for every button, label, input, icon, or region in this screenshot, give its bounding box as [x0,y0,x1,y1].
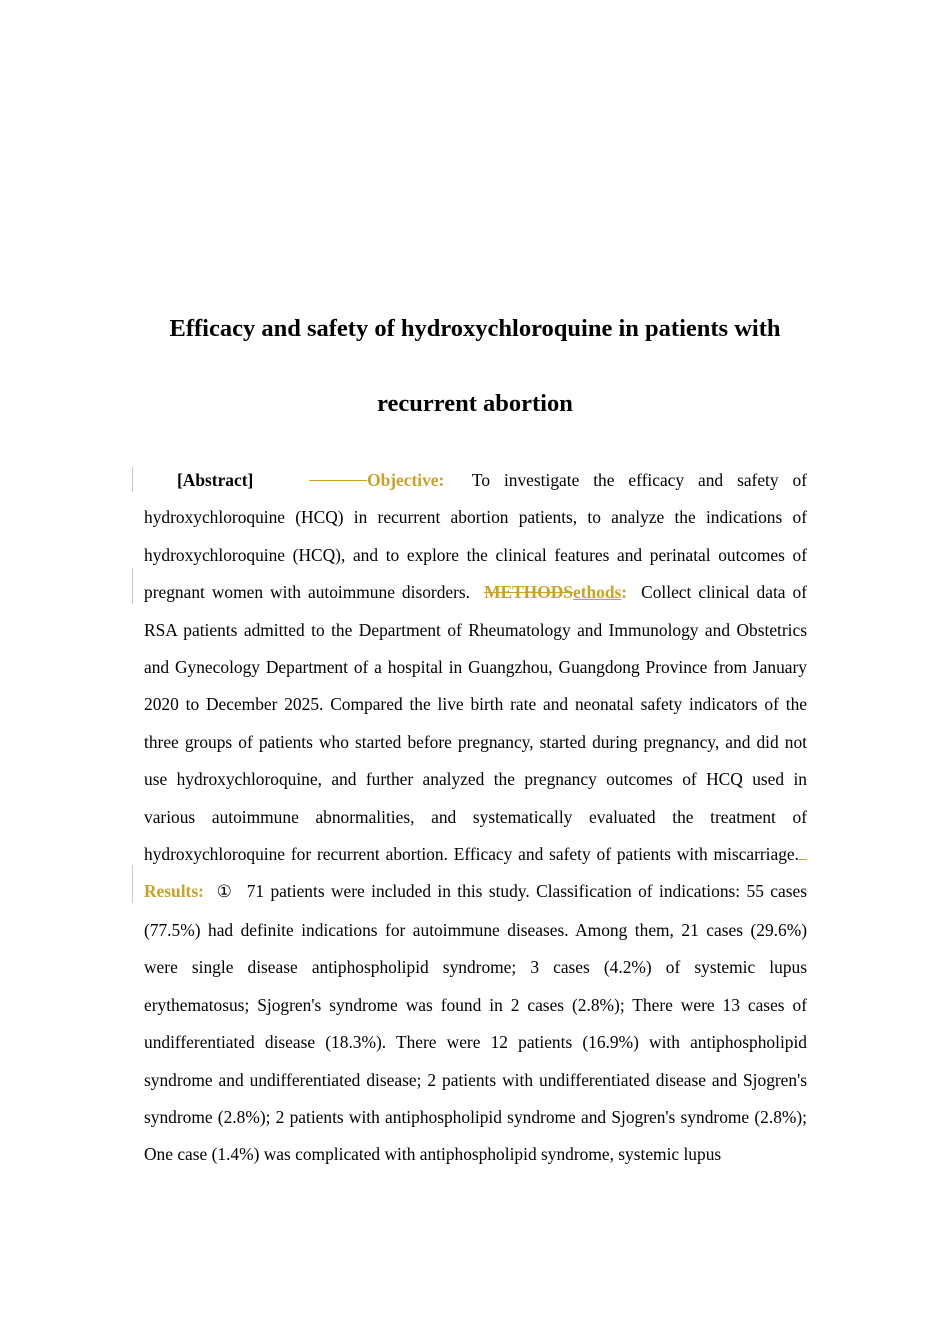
objective-label: Objective: [367,470,445,490]
results-label: Results: [144,881,204,902]
methods-text: Collect clinical data of RSA patients admitted to the Department of Rheumatology and Immunology and Obstetrics and Gynecology Department of a hospital in Guangzhou, Guangdong Province from January 2020 to December 2025. Compared the live birth rate and neonatal safety indicators of the three groups of patients who started before pregnancy, started during pregnancy, and did not use hydroxychloroquine, and further analyzed the pregnancy outcomes of HCQ used in various autoimmune abnormalities, and systematically evaluated the treatment of hydroxychloroquine for recurrent abortion. Efficacy and safety of patients with miscarriage. [144,582,808,865]
change-bar [132,865,133,903]
objective-text: To investigate the efficacy and safety of hydroxychloroquine (HCQ) in recurrent abortion patients, to analyze the indications of hydroxychloroquine (HCQ), and to explore the clinical features and perinatal outcomes of pregnant women with autoimmune disorders. [144,470,808,603]
methods-deleted-text: METHODS [484,582,573,603]
methods-inserted-text: ethods [572,582,622,603]
title-line-2: recurrent abortion [377,390,573,417]
change-bar [132,568,133,604]
results-marker: ① [216,882,234,903]
methods-colon: : [621,582,628,603]
abstract-label: [Abstract] [177,470,254,490]
change-bar [132,467,133,492]
inserted-dash-mark [309,480,367,481]
title-line-1: Efficacy and safety of hydroxychloroquine in patients with [169,315,781,342]
inserted-underscore-mark [799,859,807,860]
results-text: 71 patients were included in this study. Classification of indications: 55 cases (77.5%) had definite indications for autoimmune diseases. Among them, 21 cases (29.6%) were single disease antiphospholipid syndrome; 3 cases (4.2%) of systemic lupus erythematosus; Sjogren's syndrome was found in 2 cases (2.8%); There were 13 cases of undifferentiated disease (18.3%). There were 12 patients (16.9%) with antiphospholipid syndrome and undifferentiated disease; 2 patients with undifferentiated disease and Sjogren's syndrome (2.8%); 2 patients with antiphospholipid syndrome and Sjogren's syndrome (2.8%); One case (1.4%) was complicated with antiphospholipid syndrome, systemic lupus [144,881,807,1165]
abstract-paragraph [144,462,807,1174]
